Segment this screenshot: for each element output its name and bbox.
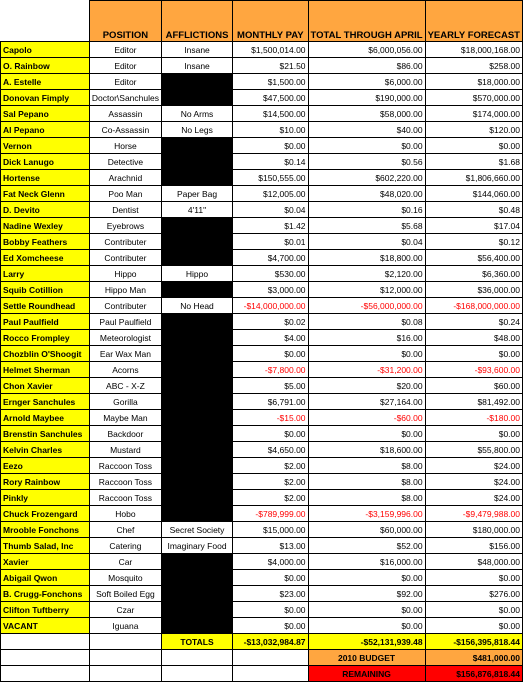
total-through-april-cell[interactable]: $0.04: [308, 234, 425, 250]
yearly-forecast-cell[interactable]: $18,000,168.00: [425, 42, 522, 58]
total-through-april-cell[interactable]: $0.16: [308, 202, 425, 218]
monthly-pay-cell[interactable]: $15,000.00: [233, 522, 308, 538]
position-cell[interactable]: Raccoon Toss: [89, 458, 161, 474]
monthly-pay-cell[interactable]: $2.00: [233, 474, 308, 490]
yearly-forecast-cell[interactable]: -$168,000,000.00: [425, 298, 522, 314]
yearly-forecast-cell[interactable]: -$93,600.00: [425, 362, 522, 378]
total-through-april-cell[interactable]: $58,000.00: [308, 106, 425, 122]
employee-name-cell[interactable]: Abigail Qwon: [1, 570, 90, 586]
position-cell[interactable]: Acorns: [89, 362, 161, 378]
position-cell[interactable]: Catering: [89, 538, 161, 554]
table-row: [1, 618, 523, 634]
total-through-april-cell[interactable]: $0.08: [308, 314, 425, 330]
employee-name-cell[interactable]: Rocco Frompley: [1, 330, 90, 346]
affliction-cell[interactable]: [161, 586, 232, 602]
table-row: [1, 202, 523, 218]
yearly-forecast-cell[interactable]: $55,800.00: [425, 442, 522, 458]
empty-cell[interactable]: [1, 650, 90, 666]
employee-name-cell[interactable]: Pinkly: [1, 490, 90, 506]
yearly-forecast-cell[interactable]: $0.00: [425, 346, 522, 362]
monthly-pay-cell[interactable]: $12,005.00: [233, 186, 308, 202]
remaining-value[interactable]: $156,876,818.44: [425, 666, 522, 682]
affliction-cell[interactable]: [161, 618, 232, 634]
yearly-forecast-cell[interactable]: $6,360.00: [425, 266, 522, 282]
employee-name-cell[interactable]: Bobby Feathers: [1, 234, 90, 250]
position-cell[interactable]: Assassin: [89, 106, 161, 122]
table-row: [1, 522, 523, 538]
yearly-forecast-cell[interactable]: $81,492.00: [425, 394, 522, 410]
yearly-forecast-cell[interactable]: $56,400.00: [425, 250, 522, 266]
table-row: [1, 378, 523, 394]
employee-name-cell[interactable]: Ed Xomcheese: [1, 250, 90, 266]
totals-monthly-pay[interactable]: -$13,032,984.87: [233, 634, 308, 650]
affliction-cell[interactable]: 4'11": [161, 202, 232, 218]
totals-row: [1, 634, 523, 650]
monthly-pay-cell[interactable]: $4,000.00: [233, 554, 308, 570]
yearly-forecast-cell[interactable]: $0.00: [425, 426, 522, 442]
budget-value[interactable]: $481,000.00: [425, 650, 522, 666]
monthly-pay-cell[interactable]: $0.14: [233, 154, 308, 170]
employee-name-cell[interactable]: Eezo: [1, 458, 90, 474]
empty-cell[interactable]: [89, 634, 161, 650]
header-row: [1, 1, 523, 42]
total-through-april-cell[interactable]: $0.00: [308, 602, 425, 618]
employee-name-cell[interactable]: Helmet Sherman: [1, 362, 90, 378]
header-total-through-april[interactable]: TOTAL THROUGH APRIL: [308, 1, 425, 42]
total-through-april-cell[interactable]: $190,000.00: [308, 90, 425, 106]
empty-cell[interactable]: [233, 666, 308, 682]
total-through-april-cell[interactable]: -$56,000,000.00: [308, 298, 425, 314]
employee-name-cell[interactable]: Chuck Frozengard: [1, 506, 90, 522]
employee-name-cell[interactable]: Al Pepano: [1, 122, 90, 138]
employee-name-cell[interactable]: Squib Cotillion: [1, 282, 90, 298]
monthly-pay-cell[interactable]: $530.00: [233, 266, 308, 282]
monthly-pay-cell[interactable]: $6,791.00: [233, 394, 308, 410]
table-row: [1, 330, 523, 346]
monthly-pay-cell[interactable]: -$789,999.00: [233, 506, 308, 522]
affliction-cell[interactable]: [161, 442, 232, 458]
monthly-pay-cell[interactable]: $0.01: [233, 234, 308, 250]
header-position[interactable]: POSITION: [89, 1, 161, 42]
employee-name-cell[interactable]: Sal Pepano: [1, 106, 90, 122]
monthly-pay-cell[interactable]: $0.02: [233, 314, 308, 330]
empty-cell[interactable]: [233, 650, 308, 666]
total-through-april-cell[interactable]: $0.00: [308, 618, 425, 634]
table-row: [1, 42, 523, 58]
yearly-forecast-cell[interactable]: $60.00: [425, 378, 522, 394]
yearly-forecast-cell[interactable]: -$9,479,988.00: [425, 506, 522, 522]
table-row: [1, 218, 523, 234]
total-through-april-cell[interactable]: $8.00: [308, 490, 425, 506]
monthly-pay-cell[interactable]: -$15.00: [233, 410, 308, 426]
affliction-cell[interactable]: [161, 90, 232, 106]
yearly-forecast-cell[interactable]: $276.00: [425, 586, 522, 602]
table-row: [1, 234, 523, 250]
position-cell[interactable]: Co-Assassin: [89, 122, 161, 138]
total-through-april-cell[interactable]: $0.00: [308, 346, 425, 362]
totals-through-april[interactable]: -$52,131,939.48: [308, 634, 425, 650]
monthly-pay-cell[interactable]: $10.00: [233, 122, 308, 138]
table-row: [1, 394, 523, 410]
empty-cell[interactable]: [1, 666, 90, 682]
yearly-forecast-cell[interactable]: -$180.00: [425, 410, 522, 426]
position-cell[interactable]: Dentist: [89, 202, 161, 218]
budget-row: [1, 650, 523, 666]
total-through-april-cell[interactable]: $5.68: [308, 218, 425, 234]
yearly-forecast-cell[interactable]: $258.00: [425, 58, 522, 74]
employee-name-cell[interactable]: VACANT: [1, 618, 90, 634]
monthly-pay-cell[interactable]: $5.00: [233, 378, 308, 394]
monthly-pay-cell[interactable]: $4,700.00: [233, 250, 308, 266]
total-through-april-cell[interactable]: $48,020.00: [308, 186, 425, 202]
yearly-forecast-cell[interactable]: $120.00: [425, 122, 522, 138]
table-row: [1, 58, 523, 74]
affliction-cell[interactable]: Imaginary Food: [161, 538, 232, 554]
total-through-april-cell[interactable]: $92.00: [308, 586, 425, 602]
table-row: [1, 90, 523, 106]
position-cell[interactable]: Maybe Man: [89, 410, 161, 426]
table-row: [1, 506, 523, 522]
yearly-forecast-cell[interactable]: $0.00: [425, 570, 522, 586]
affliction-cell[interactable]: [161, 138, 232, 154]
total-through-april-cell[interactable]: $60,000.00: [308, 522, 425, 538]
monthly-pay-cell[interactable]: $2.00: [233, 458, 308, 474]
monthly-pay-cell[interactable]: $21.50: [233, 58, 308, 74]
employee-name-cell[interactable]: B. Crugg-Fonchons: [1, 586, 90, 602]
position-cell[interactable]: Chef: [89, 522, 161, 538]
affliction-cell[interactable]: [161, 154, 232, 170]
affliction-cell[interactable]: [161, 170, 232, 186]
yearly-forecast-cell[interactable]: $48,000.00: [425, 554, 522, 570]
yearly-forecast-cell[interactable]: $0.00: [425, 618, 522, 634]
affliction-cell[interactable]: [161, 346, 232, 362]
monthly-pay-cell[interactable]: $4,650.00: [233, 442, 308, 458]
employee-name-cell[interactable]: Hortense: [1, 170, 90, 186]
affliction-cell[interactable]: [161, 330, 232, 346]
yearly-forecast-cell[interactable]: $0.24: [425, 314, 522, 330]
monthly-pay-cell[interactable]: $23.00: [233, 586, 308, 602]
monthly-pay-cell[interactable]: $150,555.00: [233, 170, 308, 186]
table-row: [1, 298, 523, 314]
empty-cell[interactable]: [1, 634, 90, 650]
employee-name-cell[interactable]: Ernger Sanchules: [1, 394, 90, 410]
employee-name-cell[interactable]: Settle Roundhead: [1, 298, 90, 314]
employee-name-cell[interactable]: Fat Neck Glenn: [1, 186, 90, 202]
affliction-cell[interactable]: [161, 570, 232, 586]
affliction-cell[interactable]: No Arms: [161, 106, 232, 122]
empty-cell[interactable]: [161, 666, 232, 682]
total-through-april-cell[interactable]: $0.00: [308, 138, 425, 154]
table-row: [1, 474, 523, 490]
position-cell[interactable]: Czar: [89, 602, 161, 618]
affliction-cell[interactable]: [161, 250, 232, 266]
total-through-april-cell[interactable]: -$3,159,996.00: [308, 506, 425, 522]
total-through-april-cell[interactable]: $52.00: [308, 538, 425, 554]
position-cell[interactable]: Ear Wax Man: [89, 346, 161, 362]
total-through-april-cell[interactable]: $18,800.00: [308, 250, 425, 266]
yearly-forecast-cell[interactable]: $17.04: [425, 218, 522, 234]
monthly-pay-cell[interactable]: $3,000.00: [233, 282, 308, 298]
table-row: [1, 410, 523, 426]
header-yearly-forecast[interactable]: YEARLY FORECAST: [425, 1, 522, 42]
table-row: [1, 442, 523, 458]
table-row: [1, 170, 523, 186]
employee-name-cell[interactable]: Kelvin Charles: [1, 442, 90, 458]
total-through-april-cell[interactable]: $2,120.00: [308, 266, 425, 282]
monthly-pay-cell[interactable]: $0.00: [233, 426, 308, 442]
yearly-forecast-cell[interactable]: $24.00: [425, 490, 522, 506]
yearly-forecast-cell[interactable]: $18,000.00: [425, 74, 522, 90]
table-row: [1, 346, 523, 362]
table-row: [1, 186, 523, 202]
yearly-forecast-cell[interactable]: $0.12: [425, 234, 522, 250]
position-cell[interactable]: Iguana: [89, 618, 161, 634]
total-through-april-cell[interactable]: $16.00: [308, 330, 425, 346]
monthly-pay-cell[interactable]: $1.42: [233, 218, 308, 234]
monthly-pay-cell[interactable]: -$14,000,000.00: [233, 298, 308, 314]
employee-name-cell[interactable]: Mrooble Fonchons: [1, 522, 90, 538]
monthly-pay-cell[interactable]: $0.00: [233, 138, 308, 154]
total-through-april-cell[interactable]: -$31,200.00: [308, 362, 425, 378]
monthly-pay-cell[interactable]: -$7,800.00: [233, 362, 308, 378]
position-cell[interactable]: Car: [89, 554, 161, 570]
position-cell[interactable]: Soft Boiled Egg: [89, 586, 161, 602]
monthly-pay-cell[interactable]: $4.00: [233, 330, 308, 346]
yearly-forecast-cell[interactable]: $180,000.00: [425, 522, 522, 538]
affliction-cell[interactable]: Paper Bag: [161, 186, 232, 202]
affliction-cell[interactable]: [161, 218, 232, 234]
employee-name-cell[interactable]: Chon Xavier: [1, 378, 90, 394]
position-cell[interactable]: Contributer: [89, 234, 161, 250]
budget-label[interactable]: 2010 BUDGET: [308, 650, 425, 666]
employee-name-cell[interactable]: Brenstin Sanchules: [1, 426, 90, 442]
total-through-april-cell[interactable]: $0.56: [308, 154, 425, 170]
position-cell[interactable]: Gorilla: [89, 394, 161, 410]
employee-name-cell[interactable]: Xavier: [1, 554, 90, 570]
employee-name-cell[interactable]: Capolo: [1, 42, 90, 58]
affliction-cell[interactable]: Insane: [161, 42, 232, 58]
total-through-april-cell[interactable]: $0.00: [308, 426, 425, 442]
table-row: [1, 314, 523, 330]
affliction-cell[interactable]: [161, 314, 232, 330]
affliction-cell[interactable]: [161, 378, 232, 394]
header-monthly-pay[interactable]: MONTHLY PAY: [233, 1, 308, 42]
table-row: [1, 602, 523, 618]
yearly-forecast-cell[interactable]: $48.00: [425, 330, 522, 346]
yearly-forecast-cell[interactable]: $1.68: [425, 154, 522, 170]
employee-name-cell[interactable]: O. Rainbow: [1, 58, 90, 74]
header-corner-cell[interactable]: [1, 1, 90, 42]
monthly-pay-cell[interactable]: $0.00: [233, 570, 308, 586]
affliction-cell[interactable]: [161, 362, 232, 378]
employee-name-cell[interactable]: D. Devito: [1, 202, 90, 218]
yearly-forecast-cell[interactable]: $1,806,660.00: [425, 170, 522, 186]
monthly-pay-cell[interactable]: $0.00: [233, 618, 308, 634]
affliction-cell[interactable]: [161, 506, 232, 522]
position-cell[interactable]: Mustard: [89, 442, 161, 458]
position-cell[interactable]: ABC - X-Z: [89, 378, 161, 394]
position-cell[interactable]: Meteorologist: [89, 330, 161, 346]
yearly-forecast-cell[interactable]: $0.48: [425, 202, 522, 218]
employee-name-cell[interactable]: Rory Rainbow: [1, 474, 90, 490]
employee-name-cell[interactable]: Nadine Wexley: [1, 218, 90, 234]
position-cell[interactable]: Hippo: [89, 266, 161, 282]
position-cell[interactable]: Hobo: [89, 506, 161, 522]
table-row: [1, 490, 523, 506]
totals-yearly-forecast[interactable]: -$156,395,818.44: [425, 634, 522, 650]
table-row: [1, 586, 523, 602]
total-through-april-cell[interactable]: $86.00: [308, 58, 425, 74]
position-cell[interactable]: Poo Man: [89, 186, 161, 202]
employee-name-cell[interactable]: Vernon: [1, 138, 90, 154]
position-cell[interactable]: Mosquito: [89, 570, 161, 586]
yearly-forecast-cell[interactable]: $36,000.00: [425, 282, 522, 298]
table-row: [1, 282, 523, 298]
position-cell[interactable]: Contributer: [89, 250, 161, 266]
monthly-pay-cell[interactable]: $13.00: [233, 538, 308, 554]
employee-name-cell[interactable]: Paul Paulfield: [1, 314, 90, 330]
total-through-april-cell[interactable]: $6,000.00: [308, 74, 425, 90]
position-cell[interactable]: Editor: [89, 42, 161, 58]
monthly-pay-cell[interactable]: $47,500.00: [233, 90, 308, 106]
header-afflictions[interactable]: AFFLICTIONS: [161, 1, 232, 42]
monthly-pay-cell[interactable]: $0.04: [233, 202, 308, 218]
position-cell[interactable]: Raccoon Toss: [89, 474, 161, 490]
employee-name-cell[interactable]: Thumb Salad, Inc: [1, 538, 90, 554]
total-through-april-cell[interactable]: $16,000.00: [308, 554, 425, 570]
yearly-forecast-cell[interactable]: $570,000.00: [425, 90, 522, 106]
table-row: [1, 426, 523, 442]
yearly-forecast-cell[interactable]: $174,000.00: [425, 106, 522, 122]
total-through-april-cell[interactable]: $8.00: [308, 458, 425, 474]
table-row: [1, 106, 523, 122]
affliction-cell[interactable]: [161, 490, 232, 506]
total-through-april-cell[interactable]: $602,220.00: [308, 170, 425, 186]
monthly-pay-cell[interactable]: $1,500.00: [233, 74, 308, 90]
employee-name-cell[interactable]: Chozblin O'Shoogit: [1, 346, 90, 362]
remaining-label[interactable]: REMAINING: [308, 666, 425, 682]
yearly-forecast-cell[interactable]: $24.00: [425, 458, 522, 474]
affliction-cell[interactable]: No Legs: [161, 122, 232, 138]
position-cell[interactable]: Horse: [89, 138, 161, 154]
position-cell[interactable]: Paul Paulfield: [89, 314, 161, 330]
totals-label[interactable]: TOTALS: [161, 634, 232, 650]
affliction-cell[interactable]: [161, 426, 232, 442]
table-row: [1, 154, 523, 170]
affliction-cell[interactable]: Insane: [161, 58, 232, 74]
position-cell[interactable]: Editor: [89, 58, 161, 74]
total-through-april-cell[interactable]: $40.00: [308, 122, 425, 138]
position-cell[interactable]: Raccoon Toss: [89, 490, 161, 506]
empty-cell[interactable]: [89, 650, 161, 666]
monthly-pay-cell[interactable]: $14,500.00: [233, 106, 308, 122]
affliction-cell[interactable]: [161, 602, 232, 618]
table-row: [1, 122, 523, 138]
monthly-pay-cell[interactable]: $0.00: [233, 602, 308, 618]
employee-name-cell[interactable]: Dick Lanugo: [1, 154, 90, 170]
affliction-cell[interactable]: No Head: [161, 298, 232, 314]
total-through-april-cell[interactable]: $0.00: [308, 570, 425, 586]
total-through-april-cell[interactable]: $18,600.00: [308, 442, 425, 458]
total-through-april-cell[interactable]: $8.00: [308, 474, 425, 490]
total-through-april-cell[interactable]: $6,000,056.00: [308, 42, 425, 58]
empty-cell[interactable]: [89, 666, 161, 682]
position-cell[interactable]: Contributer: [89, 298, 161, 314]
employee-name-cell[interactable]: A. Estelle: [1, 74, 90, 90]
position-cell[interactable]: Backdoor: [89, 426, 161, 442]
total-through-april-cell[interactable]: -$60.00: [308, 410, 425, 426]
table-row: [1, 74, 523, 90]
affliction-cell[interactable]: [161, 458, 232, 474]
position-cell[interactable]: Editor: [89, 74, 161, 90]
employee-name-cell[interactable]: Clifton Tuftberry: [1, 602, 90, 618]
monthly-pay-cell[interactable]: $0.00: [233, 346, 308, 362]
table-row: [1, 458, 523, 474]
total-through-april-cell[interactable]: $20.00: [308, 378, 425, 394]
yearly-forecast-cell[interactable]: $0.00: [425, 602, 522, 618]
position-cell[interactable]: Detective: [89, 154, 161, 170]
position-cell[interactable]: Doctor\Sanchules: [89, 90, 161, 106]
yearly-forecast-cell[interactable]: $144,060.00: [425, 186, 522, 202]
data-rows: [1, 42, 523, 634]
empty-cell[interactable]: [161, 650, 232, 666]
table-row: [1, 138, 523, 154]
affliction-cell[interactable]: [161, 394, 232, 410]
affliction-cell[interactable]: Hippo: [161, 266, 232, 282]
table-row: [1, 250, 523, 266]
monthly-pay-cell[interactable]: $1,500,014.00: [233, 42, 308, 58]
affliction-cell[interactable]: [161, 234, 232, 250]
remaining-row: [1, 666, 523, 682]
affliction-cell[interactable]: [161, 282, 232, 298]
affliction-cell[interactable]: [161, 74, 232, 90]
monthly-pay-cell[interactable]: $2.00: [233, 490, 308, 506]
affliction-cell[interactable]: [161, 474, 232, 490]
position-cell[interactable]: Arachnid: [89, 170, 161, 186]
table-row: [1, 538, 523, 554]
table-row: [1, 362, 523, 378]
yearly-forecast-cell[interactable]: $0.00: [425, 138, 522, 154]
affliction-cell[interactable]: [161, 410, 232, 426]
total-through-april-cell[interactable]: $12,000.00: [308, 282, 425, 298]
yearly-forecast-cell[interactable]: $24.00: [425, 474, 522, 490]
affliction-cell[interactable]: Secret Society: [161, 522, 232, 538]
employee-name-cell[interactable]: Donovan Fimply: [1, 90, 90, 106]
employee-name-cell[interactable]: Arnold Maybee: [1, 410, 90, 426]
table-row: [1, 266, 523, 282]
total-through-april-cell[interactable]: $27,164.00: [308, 394, 425, 410]
table-row: [1, 570, 523, 586]
position-cell[interactable]: Eyebrows: [89, 218, 161, 234]
position-cell[interactable]: Hippo Man: [89, 282, 161, 298]
employee-name-cell[interactable]: Larry: [1, 266, 90, 282]
yearly-forecast-cell[interactable]: $156.00: [425, 538, 522, 554]
